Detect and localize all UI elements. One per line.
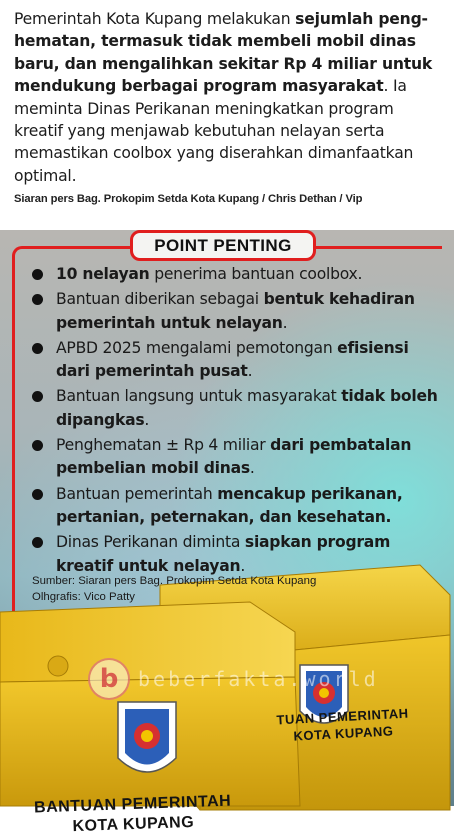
list-item-tail: . [144,410,150,429]
bullet-icon [32,294,43,305]
list-item-tail: . [240,556,246,575]
coolbox-back-label-line2: KOTA KUPANG [293,723,394,744]
bullet-icon [32,343,43,354]
list-item-bold-lead: 10 nelayan [56,265,150,283]
list-item [30,483,440,530]
point-penting-panel [0,230,454,836]
list-item-bold: dari pembatalan pembelian mobil dinas [56,436,412,478]
list-item-text: Penghematan ± Rp 4 miliar [56,436,271,455]
list-item-text: Dinas Perikanan diminta [56,533,245,552]
coolbox-front-label [27,791,238,838]
bracket-top-left [12,246,134,264]
list-item-bold: mencakup perikanan, pertanian, peternakan, dan kesehatan. [56,484,403,527]
coolbox-back-label-line1: TUAN PEMERINTAH [276,705,409,728]
bracket-top-right [312,246,442,249]
intro-section [0,0,454,230]
list-item-tail: . [282,313,288,332]
list-item-text: Bantuan diberikan sebagai [56,290,264,309]
intro-caption: Siaran pers Bag. Prokopim Setda Kota Kupang / Chris Dethan / Vip [14,193,363,206]
list-item [30,263,440,286]
intro-text-2: . Ia meminta Dinas Perikanan meningkatkan program kreatif yang menjawab kebutuhan nelayan serta memastikan coolbox yang diserahkan dimanfaatkan optimal. [14,77,414,185]
list-item-bold: siapkan program kreatif untuk nelayan [56,533,391,575]
list-item-bold: tidak boleh dipangkas [56,387,438,429]
source-credit: Sumber: Siaran pers Bag. Prokopim Setda Kota Kupang [32,575,317,587]
bullet-icon [32,537,43,548]
point-penting-title: POINT PENTING [130,230,316,261]
point-list [30,263,440,580]
list-item-text: Bantuan langsung untuk masyarakat [56,387,342,406]
bullet-icon [32,391,43,402]
list-item [30,288,440,335]
bullet-icon [32,269,43,280]
list-item-tail: . [247,362,253,381]
watermark-text: beberfakta.world [138,667,379,691]
list-item [30,337,440,384]
bullet-icon [32,440,43,451]
coolbox-front-image [0,602,300,806]
intro-text-bold: sejumlah penghematan, termasuk tidak membeli mobil dinas baru, dan mengalihkan sekitar Rp 4 miliar untuk mendukung berbagai program masyarakat [14,10,433,96]
intro-text-1: Pemerintah Kota Kupang melakukan [14,10,296,28]
coolbox-front-label-line2: KOTA KUPANG [72,813,195,836]
bullet-icon [32,489,43,500]
bracket-left-line [12,260,15,652]
list-item-text: penerima bantuan coolbox. [149,265,363,283]
watermark [88,656,388,702]
list-item-tail: . [249,459,255,478]
list-item-bold: efisiensi dari pemerintah pusat [56,338,409,381]
list-item [30,434,440,481]
coolbox-front-label-line1: BANTUAN PEMERINTAH [33,792,232,817]
list-item-text: APBD 2025 mengalami pemotongan [56,338,338,357]
intro-paragraph [14,8,440,187]
list-item-text: Bantuan pemerintah [56,484,218,503]
watermark-logo-icon: b [88,658,130,700]
graphic-credit: Olhgrafis: Vico Patty [32,591,135,603]
list-item-bold: bentuk kehadiran pemerintah untuk nelayan [56,290,415,332]
credits [32,573,316,605]
list-item [30,385,440,432]
